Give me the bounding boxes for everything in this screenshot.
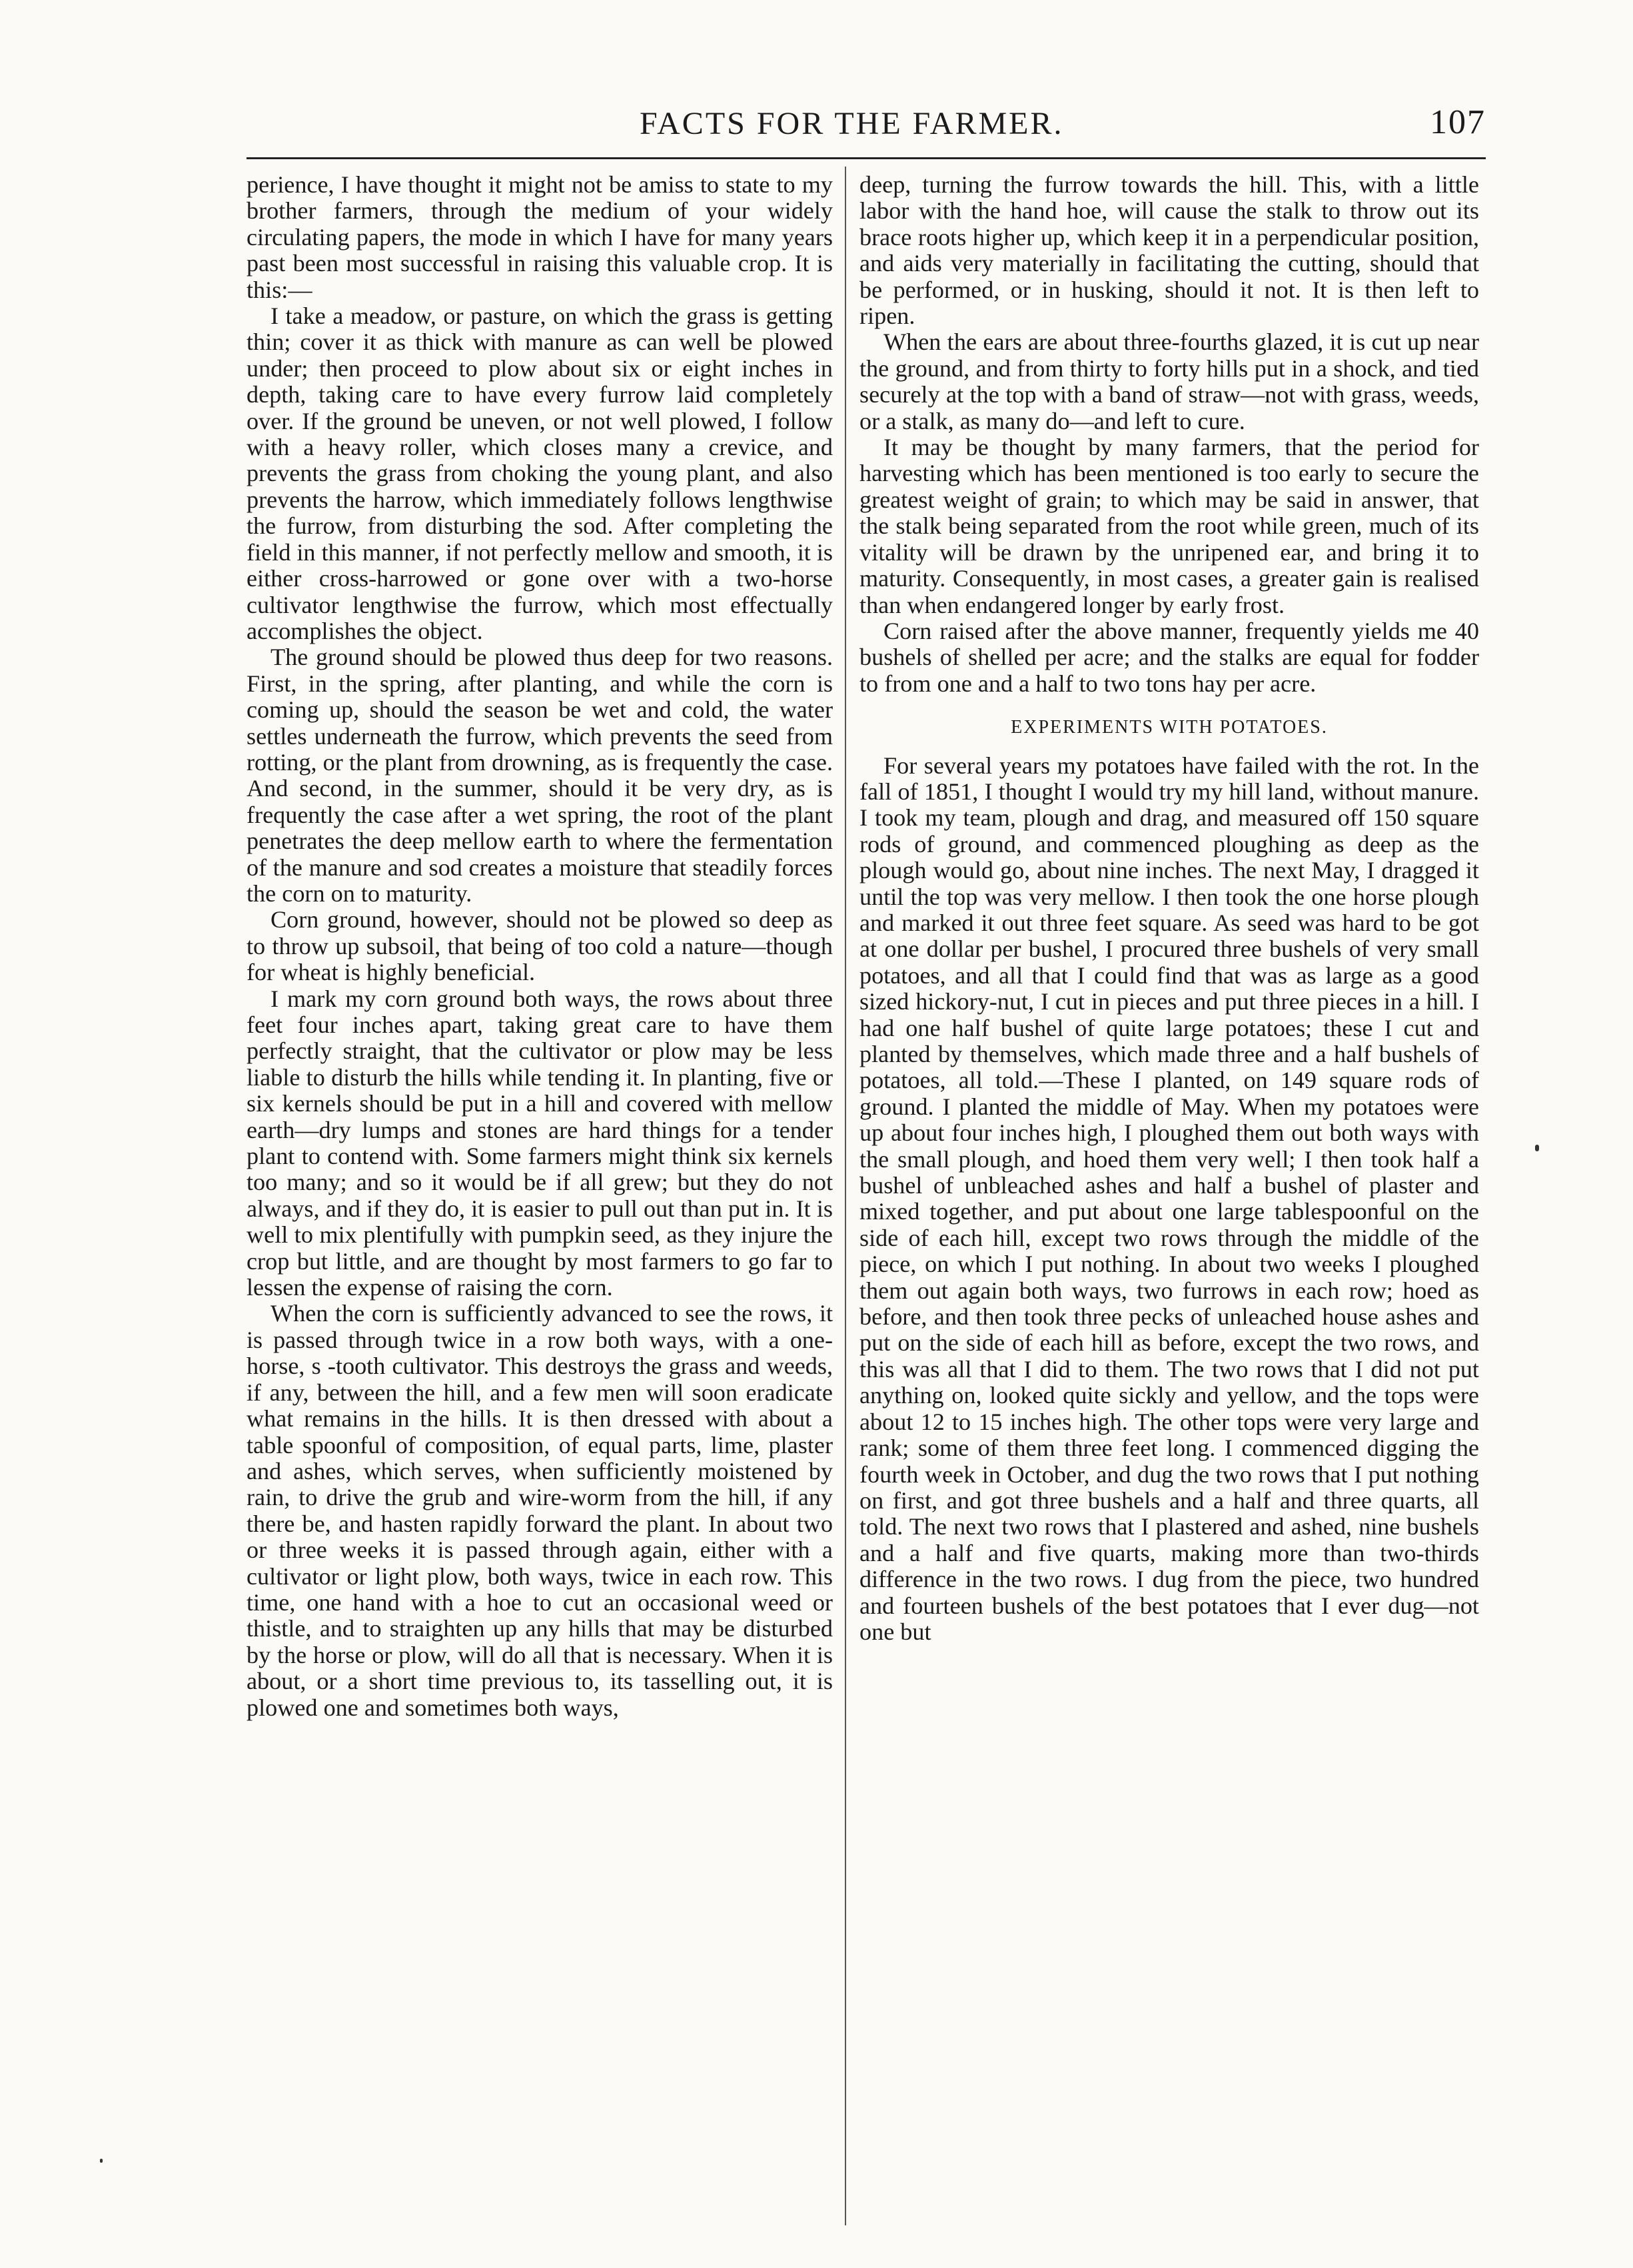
left-paragraph-6: When the corn is sufficiently advanced to see the rows, it is passed through twice in a row both ways, with a one-horse, s -tooth cultivator. This destroys the grass and weeds, if any, between the hill, and a few men will soon eradicate what remains in the hills. It is then dressed with about a table spoonful of composition, of equal parts, lime, plaster and ashes, which serves, when sufficiently moistened by rain, to drive the grub and wire-worm from the hill, if any there be, and hasten rapidly forward the plant. In about two or three weeks it is passed through again, either with a cultivator or light plow, both ways, twice in each row. This time, one hand with a hoe to cut an occasional weed or thistle, and to straighten up any hills that may be disturbed by the horse or plow, will do all that is necessary. When it is about, or a short time previous to, its tasselling out, it is plowed one and sometimes both ways, [247,1300,833,1721]
right-paragraph-5: For several years my potatoes have failed with the rot. In the fall of 1851, I thought I would try my hill land, without manure. I took my team, plough and drag, and measured off 150 square rods of ground, and commenced ploughing as deep as the plough would go, about nine inches. The next May, I dragged it until the top was very mellow. I then took the one horse plough and marked it out three feet square. As seed was hard to be got at one dollar per bushel, I procured three bushels of very small potatoes, and all that I could find that was as large as a good sized hickory-nut, I cut in pieces and put three pieces in a hill. I had one half bushel of quite large potatoes; these I cut and planted by themselves, which made three and a half bushels of potatoes, all told.—These I planted, on 149 square rods of ground. I planted the middle of May. When my potatoes were up about four inches high, I ploughed them out both ways with the small plough, and hoed them very well; I then took half a bushel of unbleached ashes and half a bushel of plaster and mixed together, and put about one large tablespoonful on the side of each hill, except two rows through the middle of the piece, on which I put nothing. In about two weeks I ploughed them out again both ways, two furrows in each row; hoed as before, and then took three pecks of unleached house ashes and put on the side of each hill as before, except the two rows, and this was all that I did to them. The two rows that I did not put anything on, looked quite sickly and yellow, and the tops were about 12 to 15 inches high. The other tops were very large and rank; some of them three feet long. I commenced digging the fourth week in October, and dug the two rows that I put nothing on first, and got three bushels and a half and three quarts, all told. The next two rows that I plastered and ashed, nine bushels and a half and five quarts, making more than two-thirds difference in the two rows. I dug from the piece, two hundred and fourteen bushels of the best potatoes that I ever dug—not one but [859,752,1479,1645]
section-heading: EXPERIMENTS WITH POTATOES. [1011,717,1328,738]
right-column [859,172,1479,2224]
header-rule [247,157,1486,159]
running-title: FACTS FOR THE FARMER. [640,106,1064,141]
page-number: 107 [1430,103,1486,141]
left-column [247,172,833,2224]
right-paragraph-3: It may be thought by many farmers, that the period for harvesting which has been mentioned is too early to secure the greatest weight of grain; to which may be said in answer, that the stalk being separated from the root while green, much of its vitality will be drawn by the unripened ear, and bring it to maturity. Consequently, in most cases, a greater gain is realised than when endangered longer by early frost. [859,434,1479,618]
left-paragraph-2: I take a meadow, or pasture, on which the grass is getting thin; cover it as thick with manure as can well be plowed under; then proceed to plow about six or eight inches in depth, taking care to have every furrow laid completely over. If the ground be uneven, or not well plowed, I follow with a heavy roller, which closes many a crevice, and prevents the grass from choking the young plant, and also prevents the harrow, which immediately follows lengthwise the furrow, from disturbing the sod. After completing the field in this manner, if not perfectly mellow and smooth, it is either cross-harrowed or gone over with a two-horse cultivator lengthwise the furrow, which most effectually accomplishes the object. [247,302,833,644]
left-paragraph-4: Corn ground, however, should not be plowed so deep as to throw up subsoil, that being of too cold a nature—though for wheat is highly beneficial. [247,906,833,986]
right-paragraph-4: Corn raised after the above manner, frequently yields me 40 bushels of shelled per acre; and the stalks are equal for fodder to from one and a half to two tons hay per acre. [859,617,1479,697]
right-paragraph-1: deep, turning the furrow towards the hill. This, with a little labor with the hand hoe, will cause the stalk to throw out its brace roots higher up, which keep it in a perpendicular position, and aids very materially in facilitating the cutting, should that be performed, or in husking, should it not. It is then left to ripen. [859,172,1479,330]
left-paragraph-1: perience, I have thought it might not be amiss to state to my brother farmers, through the medium of your widely circulating papers, the mode in which I have for many years past been most successful in raising this valuable crop. It is this:— [247,172,833,303]
ink-speck [1535,1145,1539,1151]
ink-speck [100,2159,103,2163]
column-divider [845,167,846,2225]
left-paragraph-3: The ground should be plowed thus deep for two reasons. First, in the spring, after planting, and while the corn is coming up, should the season be wet and cold, the water settles underneath the furrow, which prevents the seed from rotting, or the plant from drowning, as is frequently the case. And second, in the summer, should it be very dry, as is frequently the case after a wet spring, the root of the plant penetrates the deep mellow earth to where the fermentation of the manure and sod creates a moisture that steadily forces the corn on to maturity. [247,644,833,907]
right-paragraph-2: When the ears are about three-fourths glazed, it is cut up near the ground, and from thirty to forty hills put in a shock, and tied securely at the top with a band of straw—not with grass, weeds, or a stalk, as many do—and left to cure. [859,328,1479,434]
left-paragraph-5: I mark my corn ground both ways, the rows about three feet four inches apart, taking great care to have them perfectly straight, that the cultivator or plow may be less liable to disturb the hills while tending it. In planting, five or six kernels should be put in a hill and covered with mellow earth—dry lumps and stones are hard things for a tender plant to contend with. Some farmers might think six kernels too many; and so it would be if all grew; but they do not always, and if they do, it is easier to pull out than put in. It is well to mix plentifully with pumpkin seed, as they injure the crop but little, and are thought by most farmers to go far to lessen the expense of raising the corn. [247,985,833,1301]
page-header [247,100,1499,153]
